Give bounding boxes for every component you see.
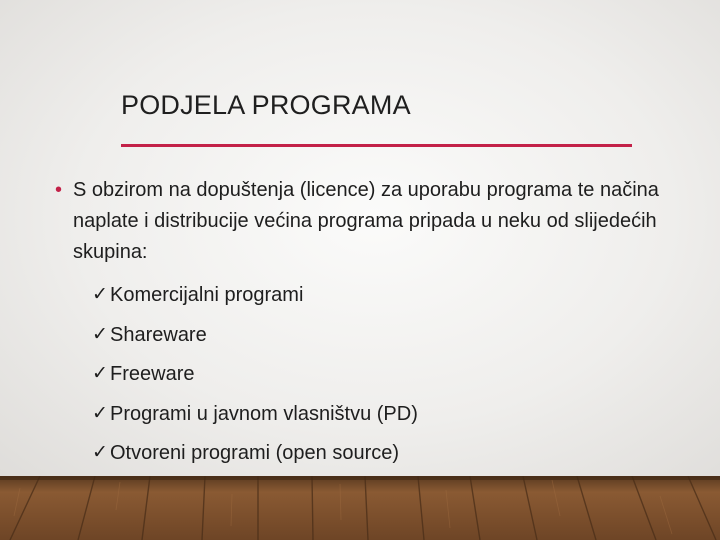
list-item-label: Komercijalni programi (110, 284, 304, 306)
checkmark-icon: ✓ (92, 284, 108, 305)
slide-title: PODJELA PROGRAMA (121, 90, 411, 120)
checkmark-icon: ✓ (92, 402, 108, 424)
list-item (92, 320, 418, 360)
bullet-marker: • (55, 179, 63, 201)
bullet-text: S obzirom na dopuštenja (licence) za uporabu programa te načina naplate i distribucije većina programa pripada u neku od slijedećih skupina: (73, 179, 659, 263)
title-underline (121, 144, 632, 147)
list-item-label: Shareware (110, 323, 207, 346)
list-item (92, 359, 418, 399)
list-item-label: Otvoreni programi (open source) (110, 442, 400, 464)
checkmark-icon: ✓ (92, 323, 108, 345)
checkmark-icon: ✓ (92, 363, 108, 384)
checkmark-icon: ✓ (92, 442, 108, 463)
list-item (92, 399, 418, 439)
list-item-label: Programi u javnom vlasništvu (PD) (110, 402, 418, 425)
program-type-list (92, 280, 418, 478)
list-item (92, 438, 418, 478)
list-item (92, 280, 418, 320)
bullet-paragraph (55, 175, 685, 268)
list-item-label: Freeware (110, 363, 195, 385)
wooden-floor (0, 476, 720, 540)
